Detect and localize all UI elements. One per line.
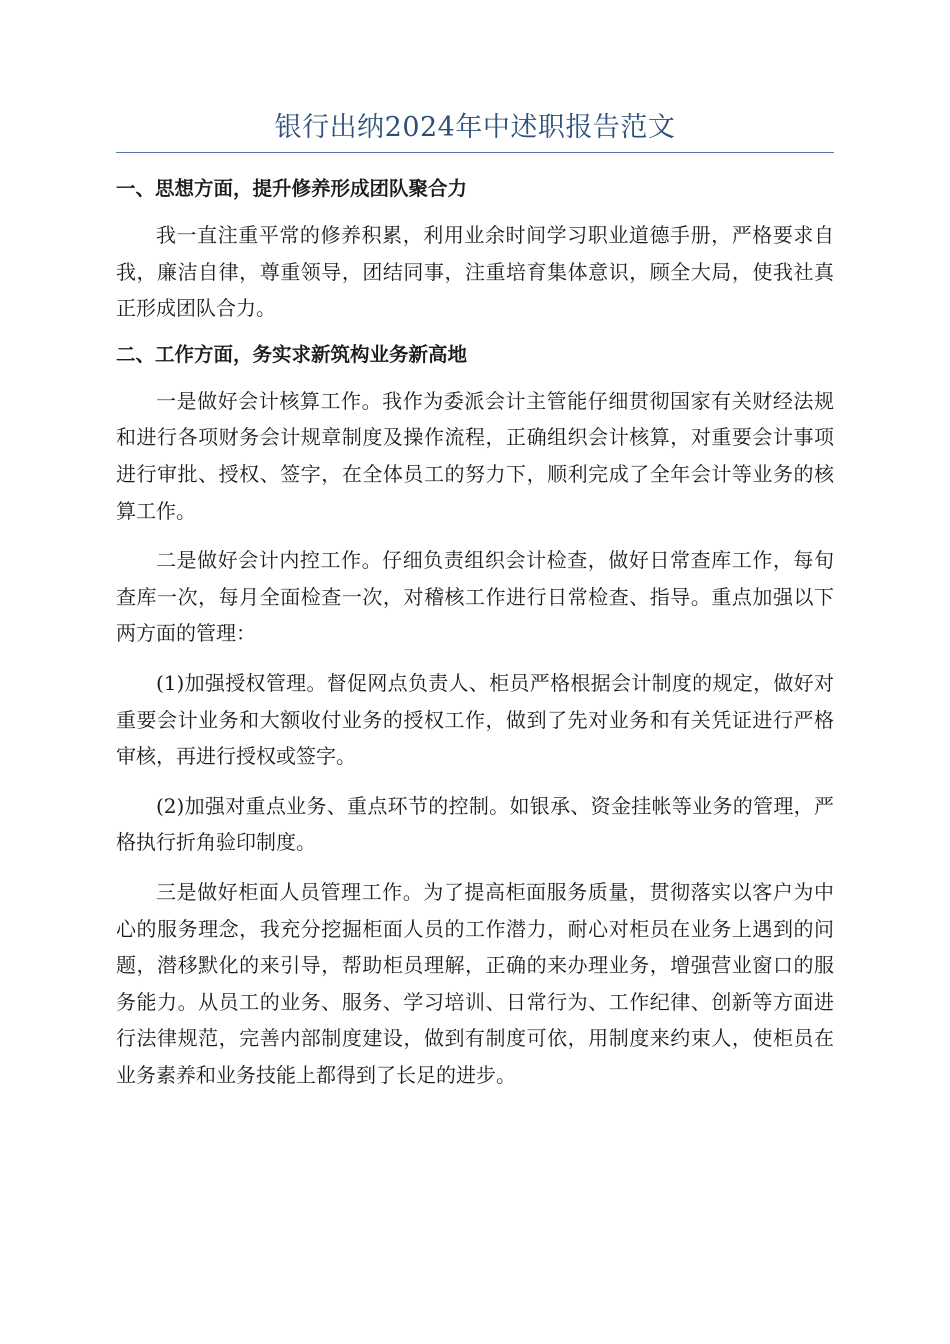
paragraph: 一是做好会计核算工作。我作为委派会计主管能仔细贯彻国家有关财经法规和进行各项财务会计规章制度及操作流程，正确组织会计核算，对重要会计事项进行审批、授权、签字，在全体员工的努力下，顺利完成了全年会计等业务的核算工作。 xyxy=(116,388,834,523)
section-heading-2: 二、工作方面，务实求新筑构业务新高地 xyxy=(116,342,468,366)
paragraph: 我一直注重平常的修养积累，利用业余时间学习职业道德手册，严格要求自我，廉洁自律，尊重领导，团结同事，注重培育集体意识，顾全大局，使我社真正形成团队合力。 xyxy=(116,223,834,321)
paragraph: (2)加强对重点业务、重点环节的控制。如银承、资金挂帐等业务的管理，严格执行折角验印制度。 xyxy=(116,793,834,855)
document-title: 银行出纳2024年中述职报告范文 xyxy=(116,108,834,153)
paragraph: 二是做好会计内控工作。仔细负责组织会计检查，做好日常查库工作，每旬查库一次，每月全面检查一次，对稽核工作进行日常检查、指导。重点加强以下两方面的管理： xyxy=(116,548,834,646)
section-heading-1: 一、思想方面，提升修养形成团队聚合力 xyxy=(116,177,468,200)
paragraph: (1)加强授权管理。督促网点负责人、柜员严格根据会计制度的规定，做好对重要会计业务和大额收付业务的授权工作，做到了先对业务和有关凭证进行严格审核，再进行授权或签字。 xyxy=(116,670,834,769)
paragraph: 三是做好柜面人员管理工作。为了提高柜面服务质量，贯彻落实以客户为中心的服务理念，我充分挖掘柜面人员的工作潜力，耐心对柜员在业务上遇到的问题，潜移默化的来引导，帮助柜员理解，正确的来办理业务，增强营业窗口的服务能力。从员工的业务、服务、学习培训、日常行为、工作纪律、创新等方面进行法律规范，完善内部制度建设，做到有制度可依，用制度来约束人，使柜员在业务素养和业务技能上都得到了长足的进步。 xyxy=(116,879,834,1087)
document-page xyxy=(116,108,834,1106)
